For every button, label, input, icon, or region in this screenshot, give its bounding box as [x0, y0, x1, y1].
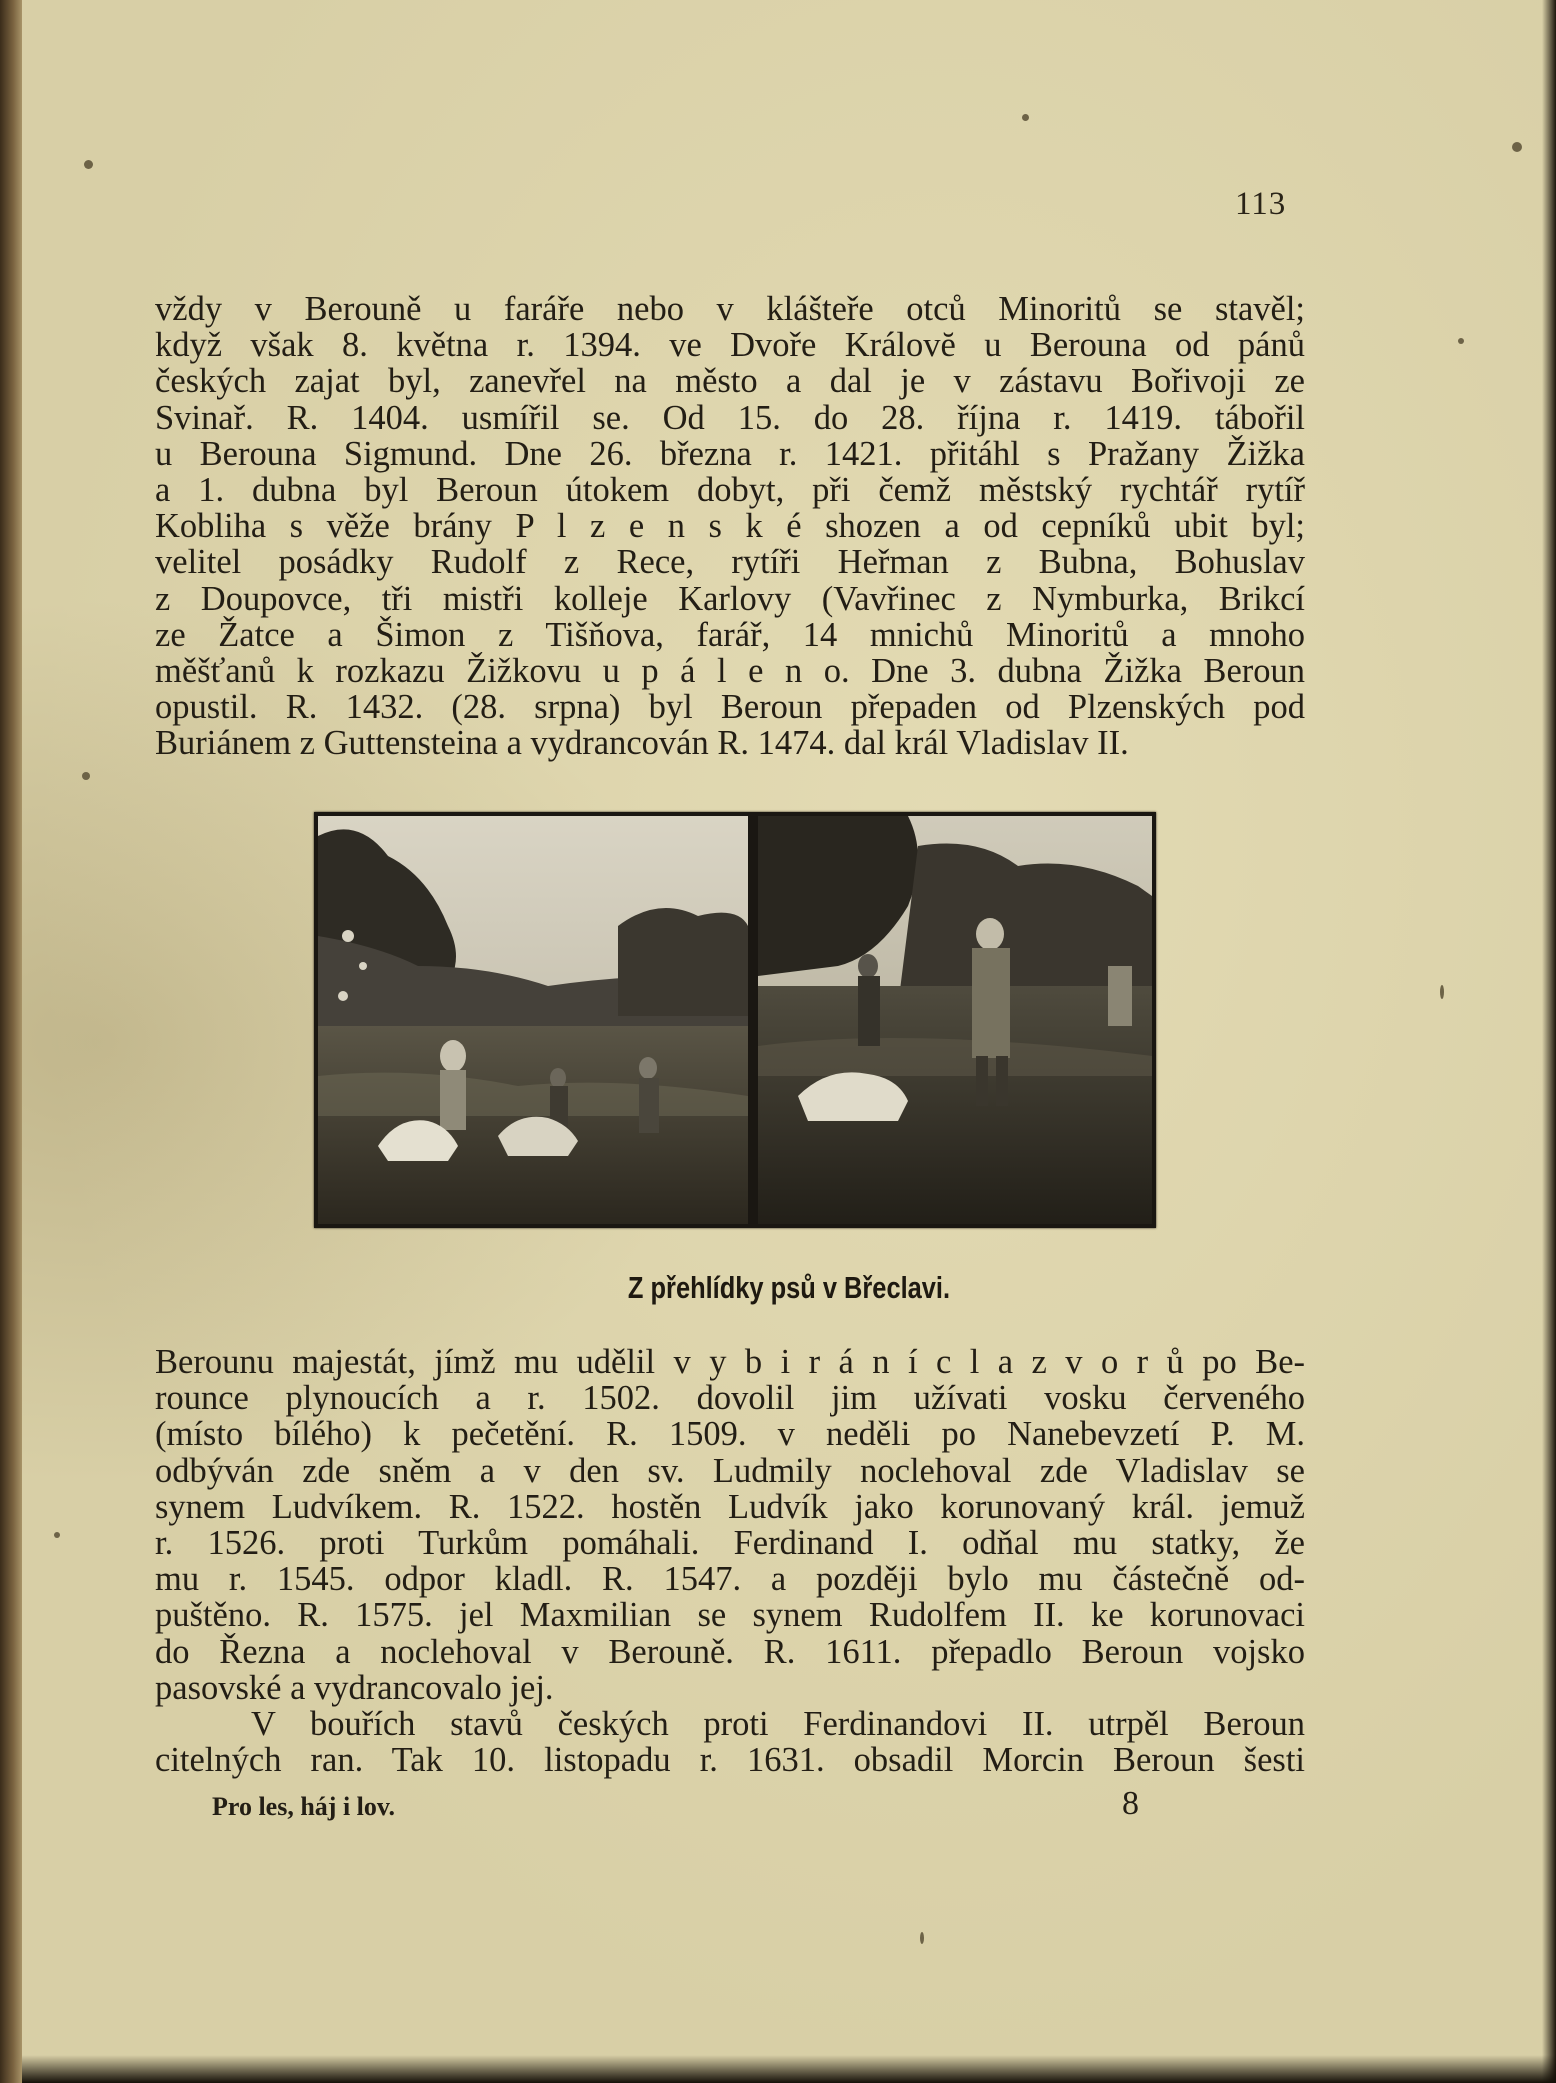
text-line: r. 1526. proti Turkům pomáhali. Ferdinand I. odňal mu statky, že: [155, 1524, 1305, 1563]
photo-dogs-field-left: [318, 816, 748, 1224]
text-line: puštěno. R. 1575. jel Maxmilian se synem Rudolfem II. ke korunovaci: [155, 1596, 1305, 1635]
text-line: Buriánem z Guttensteina a vydrancován R. 1474. dal král Vladislav II.: [155, 724, 1129, 763]
photo-left: [318, 816, 748, 1224]
text-line: a 1. dubna byl Beroun útokem dobyt, při čemž městský rychtář rytíř: [155, 471, 1305, 510]
text-line: (místo bílého) k pečetění. R. 1509. v neděli po Nanebevzetí P. M.: [155, 1415, 1305, 1454]
text-line: ze Žatce a Šimon z Tišňova, farář, 14 mnichů Minoritů a mnoho: [155, 615, 1305, 654]
paper-speck: [82, 772, 90, 780]
text-line: synem Ludvíkem. R. 1522. hostěn Ludvík jako korunovaný král. jemuž: [155, 1487, 1305, 1526]
text-line: Kobliha s věže brány P l z e n s k é shozen a od cepníků ubit byl;: [155, 507, 1305, 546]
paper-speck: [1440, 985, 1444, 999]
photo-right: [758, 816, 1152, 1224]
page-number: 113: [1235, 186, 1287, 222]
footer-signature-number: 8: [1122, 1785, 1139, 1822]
book-spine: [0, 0, 22, 2083]
paragraph-bottom: [155, 1344, 1305, 1778]
footer-journal-title: Pro les, háj i lov.: [212, 1792, 395, 1821]
paper-speck: [1512, 142, 1522, 152]
paper-speck: [84, 160, 93, 169]
page-edge-shadow: [1542, 0, 1556, 2083]
text-line: opustil. R. 1432. (28. srpna) byl Beroun přepaden od Plzenských pod: [155, 688, 1305, 727]
text-line: odbýván zde sněm a v den sv. Ludmily noclehoval zde Vladislav se: [155, 1451, 1305, 1490]
text-line: u Berouna Sigmund. Dne 26. března r. 1421. přitáhl s Pražany Žižka: [155, 434, 1305, 473]
photo-dogs-field-right: [758, 816, 1152, 1224]
text-line: velitel posádky Rudolf z Rece, rytíři Heřman z Bubna, Bohuslav: [155, 543, 1305, 582]
paper-speck: [920, 1932, 924, 1944]
paper-speck: [1022, 114, 1029, 121]
photo-frame: [314, 812, 1156, 1228]
text-line: Svinař. R. 1404. usmířil se. Od 15. do 28. října r. 1419. tábořil: [155, 398, 1305, 437]
text-line: Berounu majestát, jímž mu udělil v y b i r á n í c l a z v o r ů po Be-: [155, 1343, 1305, 1381]
text-line: pasovské a vydrancovalo jej.: [155, 1668, 554, 1707]
text-line: vždy v Berouně u faráře nebo v klášteře otců Minoritů se stavěl;: [155, 290, 1305, 328]
paragraph-top: [155, 291, 1305, 762]
text-line: V bouřích stavů českých proti Ferdinandovi II. utrpěl Beroun: [251, 1705, 1305, 1744]
text-line: českých zajat byl, zanevřel na město a dal je v zástavu Bořivoji ze: [155, 362, 1305, 401]
paper-speck: [54, 1532, 60, 1538]
page-bottom-shadow: [22, 2055, 1556, 2083]
text-line: citelných ran. Tak 10. listopadu r. 1631. obsadil Morcin Beroun šesti: [155, 1741, 1305, 1780]
book-page: [22, 0, 1556, 2083]
text-line: mu r. 1545. odpor kladl. R. 1547. a později bylo mu částečně od-: [155, 1560, 1305, 1599]
text-line: měšťanů k rozkazu Žižkovu u p á l e n o. Dne 3. dubna Žižka Beroun: [155, 652, 1305, 691]
photo-caption: Z přehlídky psů v Břeclavi.: [627, 1270, 951, 1305]
text-line: rounce plynoucích a r. 1502. dovolil jim užívati vosku červeného: [155, 1379, 1305, 1418]
text-line: do Řezna a noclehoval v Berouně. R. 1611. přepadlo Beroun vojsko: [155, 1632, 1305, 1671]
text-line: z Doupovce, tři mistři kolleje Karlovy (Vavřinec z Nymburka, Brikcí: [155, 579, 1305, 618]
text-line: když však 8. května r. 1394. ve Dvoře Královĕ u Berouna od pánů: [155, 326, 1305, 365]
paper-speck: [1458, 338, 1464, 344]
